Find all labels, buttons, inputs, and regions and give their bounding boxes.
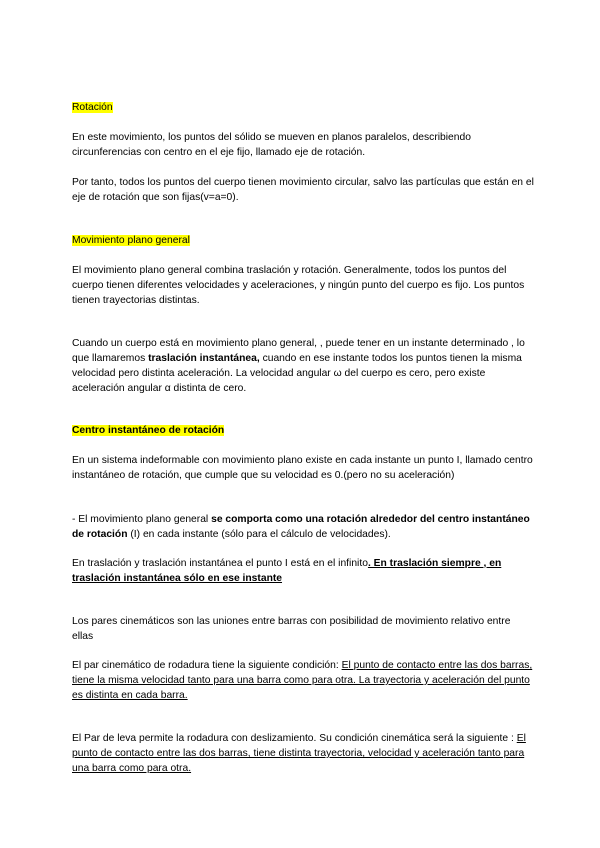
plano-general-paragraph-2: [72, 336, 534, 396]
centro-p2-c: (I) en cada instante (sólo para el cálculo de velocidades).: [127, 529, 391, 540]
traslacion-instantanea-bold: traslación instantánea,: [148, 353, 260, 364]
centro-paragraph-1: En un sistema indeformable con movimiento plano existe en cada instante un punto I, llamado centro instantáneo de rotación, que cumple que su velocidad es 0.(pero no su aceleración): [72, 455, 533, 481]
plano-general-paragraph-1: El movimiento plano general combina traslación y rotación. Generalmente, todos los puntos del cuerpo tienen diferentes velocidades y aceleraciones, y ningún punto del cuerpo es fijo. Los puntos tienen trayectorias distintas.: [72, 265, 525, 306]
centro-p3-a: En traslación y traslación instantánea el punto I está en el infinito: [72, 558, 368, 569]
par-rodadura-underlined: El punto de contacto entre las dos barras, tiene la misma velocidad tanto para una barra como para otra. La trayectoria y aceleración del punto es distinta en cada barra.: [72, 660, 533, 701]
par-rodadura-paragraph: [72, 658, 534, 703]
rotacion-paragraph-1: En este movimiento, los puntos del sólido se mueven en planos paralelos, describiendo circunferencias con centro en el eje fijo, llamado eje de rotación.: [72, 132, 471, 158]
par-leva-paragraph: [72, 731, 534, 776]
plano-general-p2-a: Cuando un cuerpo está en movimiento plano general, , puede tener en un instante determinado , lo que llamaremos: [72, 338, 525, 364]
plano-general-p2-c: cuando en ese instante todos los puntos tienen la misma velocidad pero distinta aceleración. La velocidad angular ω del cuerpo es cero, pero existe aceleración angular α distinta de cero.: [72, 353, 522, 394]
centro-p3-bold-underlined: . En traslación siempre , en traslación instantánea sólo en ese instante: [72, 558, 502, 584]
heading-rotacion: [72, 100, 534, 115]
heading-movimiento-plano: [72, 233, 534, 248]
heading-centro-instantaneo: [72, 423, 534, 438]
rotacion-paragraph-2: Por tanto, todos los puntos del cuerpo tienen movimiento circular, salvo las partículas que están en el eje de rotación que son fijas(v=a=0).: [72, 177, 534, 203]
centro-p2-bold: se comporta como una rotación alrededor del centro instantáneo de rotación: [72, 514, 530, 540]
par-leva-a: El Par de leva permite la rodadura con deslizamiento. Su condición cinemática será la siguiente :: [72, 733, 517, 744]
heading-rotacion-text: Rotación: [72, 102, 113, 113]
pares-paragraph-1: Los pares cinemáticos son las uniones entre barras con posibilidad de movimiento relativo entre ellas: [72, 616, 511, 642]
centro-p2-a: - El movimiento plano general: [72, 514, 212, 525]
heading-centro-instantaneo-text: Centro instantáneo de rotación: [72, 425, 225, 436]
par-leva-underlined: El punto de contacto entre las dos barras, tiene distinta trayectoria, velocidad y aceleración tanto para una barra como para otra.: [72, 733, 526, 774]
heading-movimiento-plano-text: Movimiento plano general: [72, 235, 190, 246]
centro-paragraph-3: [72, 556, 534, 586]
centro-paragraph-2: [72, 512, 534, 542]
par-rodadura-a: El par cinemático de rodadura tiene la siguiente condición:: [72, 660, 342, 671]
